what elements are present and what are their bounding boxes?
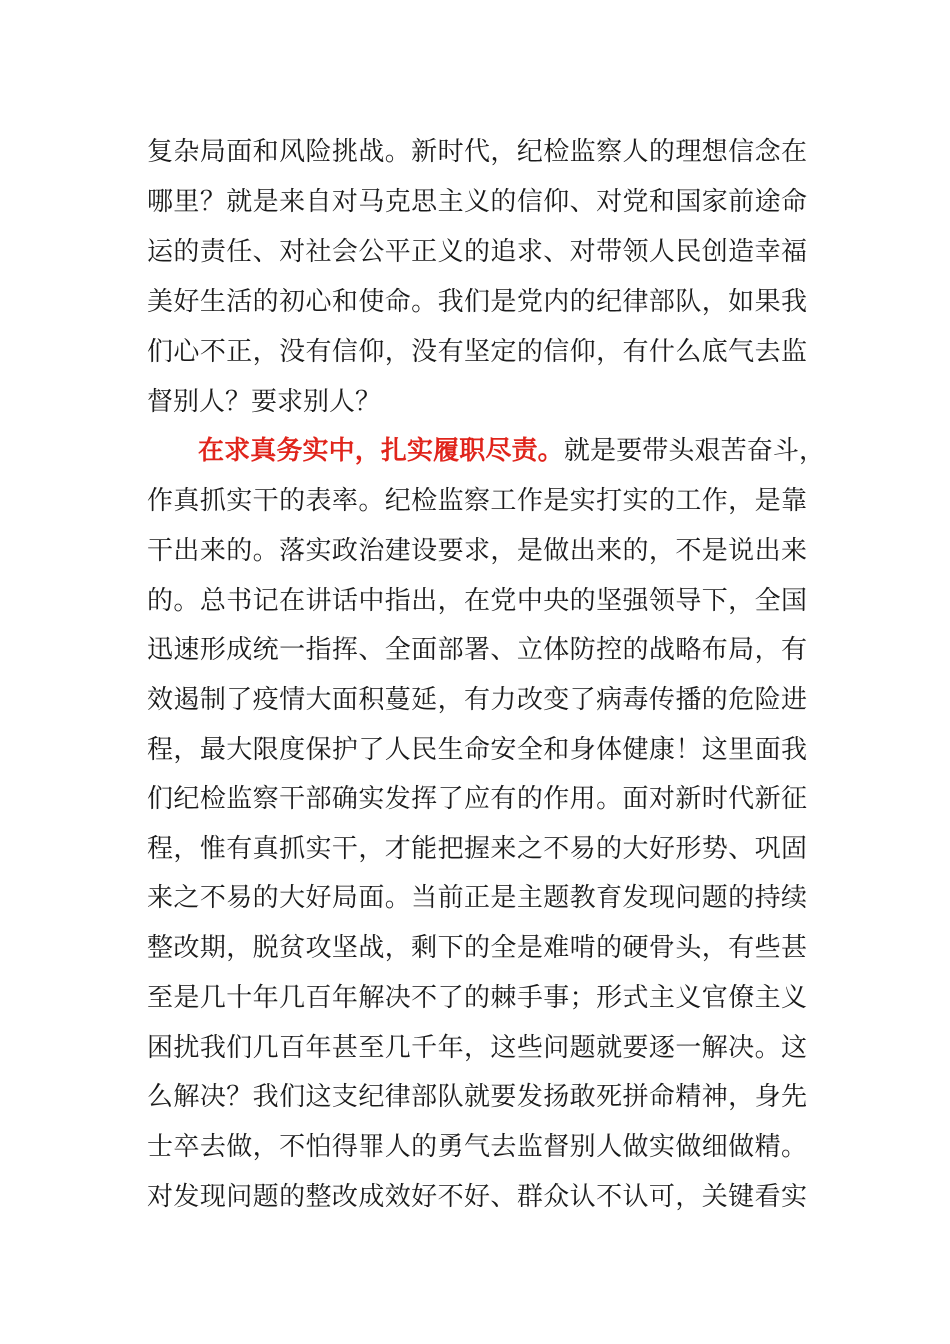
paragraph-2-line-1-rest: 就是要带头艰苦奋斗， [563, 436, 825, 466]
paragraph-1-line-6: 督别人？要求别人？ [147, 387, 382, 417]
paragraph-1-line-5: 们心不正，没有信仰，没有坚定的信仰，有什么底气去监 [147, 337, 807, 367]
paragraph-2-line-12: 至是几十年几百年解决不了的棘手事；形式主义官僚主义 [147, 983, 807, 1013]
paragraph-2-line-10: 来之不易的大好局面。当前正是主题教育发现问题的持续 [147, 883, 807, 913]
paragraph-2-line-13: 困扰我们几百年甚至几千年，这些问题就要逐一解决。这 [147, 1033, 807, 1063]
paragraph-2-line-1 [198, 431, 825, 471]
section-heading: 在求真务实中，扎实履职尽责。 [198, 436, 564, 466]
paragraph-2-line-16: 对发现问题的整改成效好不好、群众认不认可，关键看实 [147, 1182, 807, 1212]
paragraph-2-line-8: 们纪检监察干部确实发挥了应有的作用。面对新时代新征 [147, 784, 807, 814]
paragraph-2-line-4: 的。总书记在讲话中指出，在党中央的坚强领导下，全国 [147, 586, 807, 616]
paragraph-2-line-5: 迅速形成统一指挥、全面部署、立体防控的战略布局，有 [147, 635, 807, 665]
paragraph-1-line-3: 运的责任、对社会公平正义的追求、对带领人民创造幸福 [147, 237, 807, 267]
paragraph-2-line-3: 干出来的。落实政治建设要求，是做出来的，不是说出来 [147, 536, 807, 566]
paragraph-2-line-7: 程，最大限度保护了人民生命安全和身体健康！这里面我 [147, 735, 807, 765]
paragraph-2-line-6: 效遏制了疫情大面积蔓延，有力改变了病毒传播的危险进 [147, 685, 807, 715]
paragraph-1-line-2: 哪里？就是来自对马克思主义的信仰、对党和国家前途命 [147, 187, 807, 217]
paragraph-2-line-14: 么解决？我们这支纪律部队就要发扬敢死拼命精神，身先 [147, 1082, 807, 1112]
paragraph-1-line-1: 复杂局面和风险挑战。新时代，纪检监察人的理想信念在 [147, 137, 807, 167]
paragraph-2-line-11: 整改期，脱贫攻坚战，剩下的全是难啃的硬骨头，有些甚 [147, 933, 807, 963]
paragraph-2-line-15: 士卒去做，不怕得罪人的勇气去监督别人做实做细做精。 [147, 1132, 807, 1162]
paragraph-1-line-4: 美好生活的初心和使命。我们是党内的纪律部队，如果我 [147, 287, 807, 317]
paragraph-2-line-2: 作真抓实干的表率。纪检监察工作是实打实的工作，是靠 [147, 486, 807, 516]
paragraph-2-line-9: 程，惟有真抓实干，才能把握来之不易的大好形势、巩固 [147, 834, 807, 864]
